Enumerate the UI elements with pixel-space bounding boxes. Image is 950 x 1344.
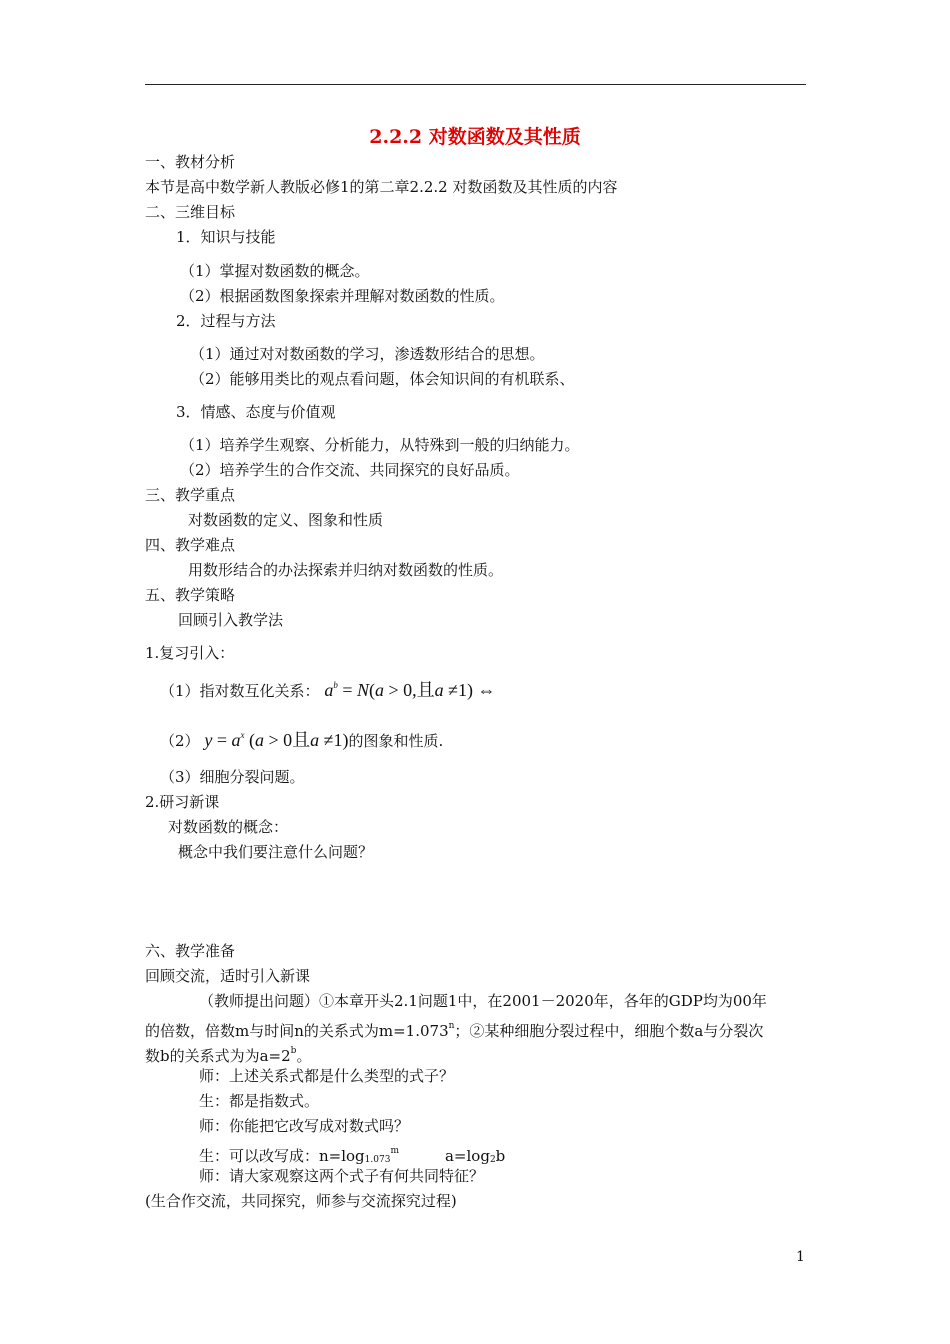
header-rule (145, 84, 806, 85)
review-item-1 (160, 672, 496, 704)
paragraph-line: 数b的关系式为为$a=2^b$。 (145, 1046, 312, 1065)
dialogue-line: 师：上述关系式都是什么类型的式子？ (199, 1067, 455, 1085)
newlesson-line: 概念中我们要注意什么问题？ (178, 843, 374, 861)
paragraph-line: （教师提出问题）①本章开头2.1问题1中，在2001－2020年，各年的GDP均为00年 (199, 992, 767, 1010)
review-item-prefix: （2） (160, 732, 200, 750)
section-body-6: 回顾交流，适时引入新课 (145, 967, 311, 985)
goal-item: （2）培养学生的合作交流、共同探究的良好品质。 (180, 461, 520, 479)
goal-heading-3: 3．情感、态度与价值观 (176, 403, 336, 421)
newlesson-heading: 2.研习新课 (145, 793, 220, 811)
paragraph-line: 的倍数，倍数m与时间n的关系式为$m=1.073^n$；②某种细胞分裂过程中，细胞个数a与分裂次 (145, 1021, 764, 1040)
dialogue-line: 师：你能把它改写成对数式吗？ (199, 1117, 410, 1135)
section-body-3: 对数函数的定义、图象和性质 (188, 511, 384, 529)
dialogue-line: 生：都是指数式。 (199, 1092, 320, 1110)
section-heading-5: 五、教学策略 (145, 586, 236, 604)
goal-item: （1）培养学生观察、分析能力，从特殊到一般的归纳能力。 (180, 436, 580, 454)
dialogue-line: (生合作交流，共同探究，师参与交流探究过程) (145, 1192, 457, 1210)
review-item-suffix: 的图象和性质. (348, 732, 444, 750)
goal-item: （2）根据函数图象探索并理解对数函数的性质。 (180, 287, 505, 305)
newlesson-line: 对数函数的概念： (168, 818, 289, 836)
goal-item: （1）掌握对数函数的概念。 (180, 262, 370, 280)
dialogue-line: 师：请大家观察这两个式子有何共同特征？ (199, 1167, 485, 1185)
review-item-2 (160, 722, 443, 754)
review-item-prefix: （1）指对数互化关系： (160, 682, 320, 700)
goal-item: （1）通过对对数函数的学习，渗透数形结合的思想。 (190, 345, 545, 363)
page-title: 2.2.2 对数函数及其性质 (369, 126, 581, 148)
goal-heading-1: 1．知识与技能 (176, 228, 276, 246)
section-body-1: 本节是高中数学新人教版必修1的第二章2.2.2 对数函数及其性质的内容 (145, 178, 618, 196)
log-exp-relation-formula: $a^b = N(a > 0$,且a ≠1) ⇔ (324, 680, 496, 700)
goal-heading-2: 2．过程与方法 (176, 312, 276, 330)
section-heading-3: 三、教学重点 (145, 486, 236, 504)
section-body-5: 回顾引入教学法 (178, 611, 284, 629)
review-heading: 1.复习引入： (145, 644, 235, 662)
section-heading-6: 六、教学准备 (145, 942, 236, 960)
section-heading-2: 二、三维目标 (145, 203, 236, 221)
goal-item: （2）能够用类比的观点看问题，体会知识间的有机联系、 (190, 370, 575, 388)
review-item-3: （3）细胞分裂问题。 (160, 768, 305, 786)
section-heading-1: 一、教材分析 (145, 153, 236, 171)
section-body-4: 用数形结合的办法探索并归纳对数函数的性质。 (188, 561, 504, 579)
page-number: 1 (796, 1249, 805, 1265)
section-heading-4: 四、教学难点 (145, 536, 236, 554)
dialogue-line: 生：可以改写成：$n=\log_{1.073}^m$ $a=\log_2b$ (199, 1146, 506, 1165)
exponential-function-formula: $y = a^x$ (a > 0且a ≠1) (204, 730, 349, 750)
